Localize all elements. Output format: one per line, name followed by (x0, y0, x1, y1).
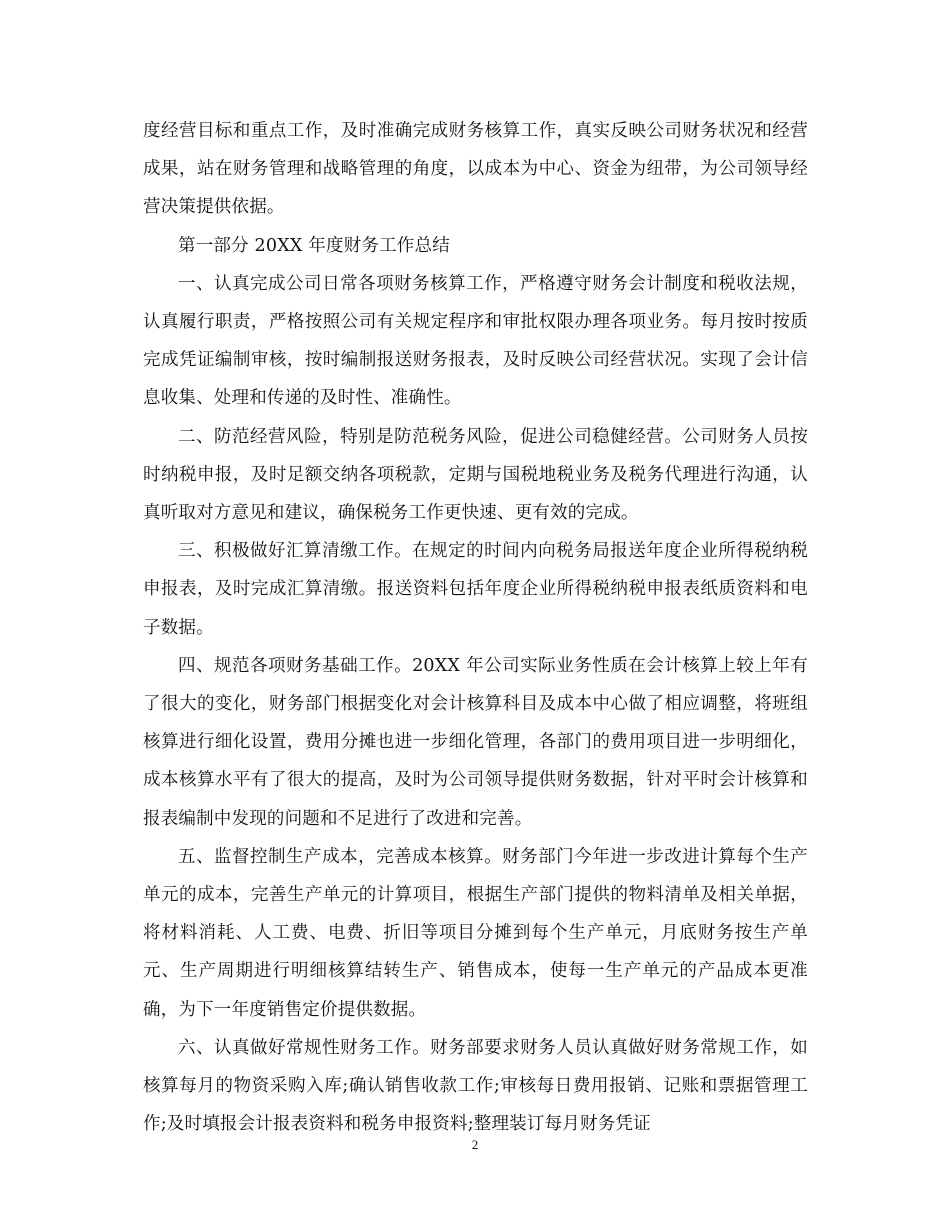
paragraph-item-1: 一、认真完成公司日常各项财务核算工作，严格遵守财务会计制度和税收法规，认真履行职责，严格按照公司有关规定程序和审批权限办理各项业务。每月按时按质完成凭证编制审核，按时编制报送财务报表，及时反映公司经营状况。实现了会计信息收集、处理和传递的及时性、准确性。 (143, 273, 808, 409)
body-text (143, 112, 808, 1143)
paragraph-item-2: 二、防范经营风险，特别是防范税务风险，促进公司稳健经营。公司财务人员按时纳税申报，及时足额交纳各项税款，定期与国税地税业务及税务代理进行沟通，认真听取对方意见和建议，确保税务工作更快速、更有效的完成。 (143, 426, 808, 524)
paragraph-item-6: 六、认真做好常规性财务工作。财务部要求财务人员认真做好财务常规工作，如核算每月的物资采购入库;确认销售收款工作;审核每日费用报销、记账和票据管理工作;及时填报会计报表资料和税务申报资料;整理装订每月财务凭证 (143, 1037, 808, 1135)
paragraph-continuation: 度经营目标和重点工作，及时准确完成财务核算工作，真实反映公司财务状况和经营成果，站在财务管理和战略管理的角度，以成本为中心、资金为纽带，为公司领导经营决策提供依据。 (143, 121, 808, 218)
paragraph-item-4: 四、规范各项财务基础工作。20XX 年公司实际业务性质在会计核算上较上年有了很大的变化，财务部门根据变化对会计核算科目及成本中心做了相应调整，将班组核算进行细化设置，费用分摊也进一步细化管理，各部门的费用项目进一步明细化，成本核算水平有了很大的提高，及时为公司领导提供财务数据，针对平时会计核算和报表编制中发现的问题和不足进行了改进和完善。 (143, 655, 808, 829)
paragraph-item-3: 三、积极做好汇算清缴工作。在规定的时间内向税务局报送年度企业所得税纳税申报表，及时完成汇算清缴。报送资料包括年度企业所得税纳税申报表纸质资料和电子数据。 (143, 541, 808, 638)
paragraph-item-5: 五、监督控制生产成本，完善成本核算。财务部门今年进一步改进计算每个生产单元的成本，完善生产单元的计算项目，根据生产部门提供的物料清单及相关单据，将材料消耗、人工费、电费、折旧等项目分摊到每个生产单元，月底财务按生产单元、生产周期进行明细核算结转生产、销售成本，使每一生产单元的产品成本更准确，为下一年度销售定价提供数据。 (143, 846, 808, 1020)
section-heading: 第一部分 20XX 年度财务工作总结 (178, 235, 450, 256)
page-number: 2 (471, 1137, 479, 1152)
